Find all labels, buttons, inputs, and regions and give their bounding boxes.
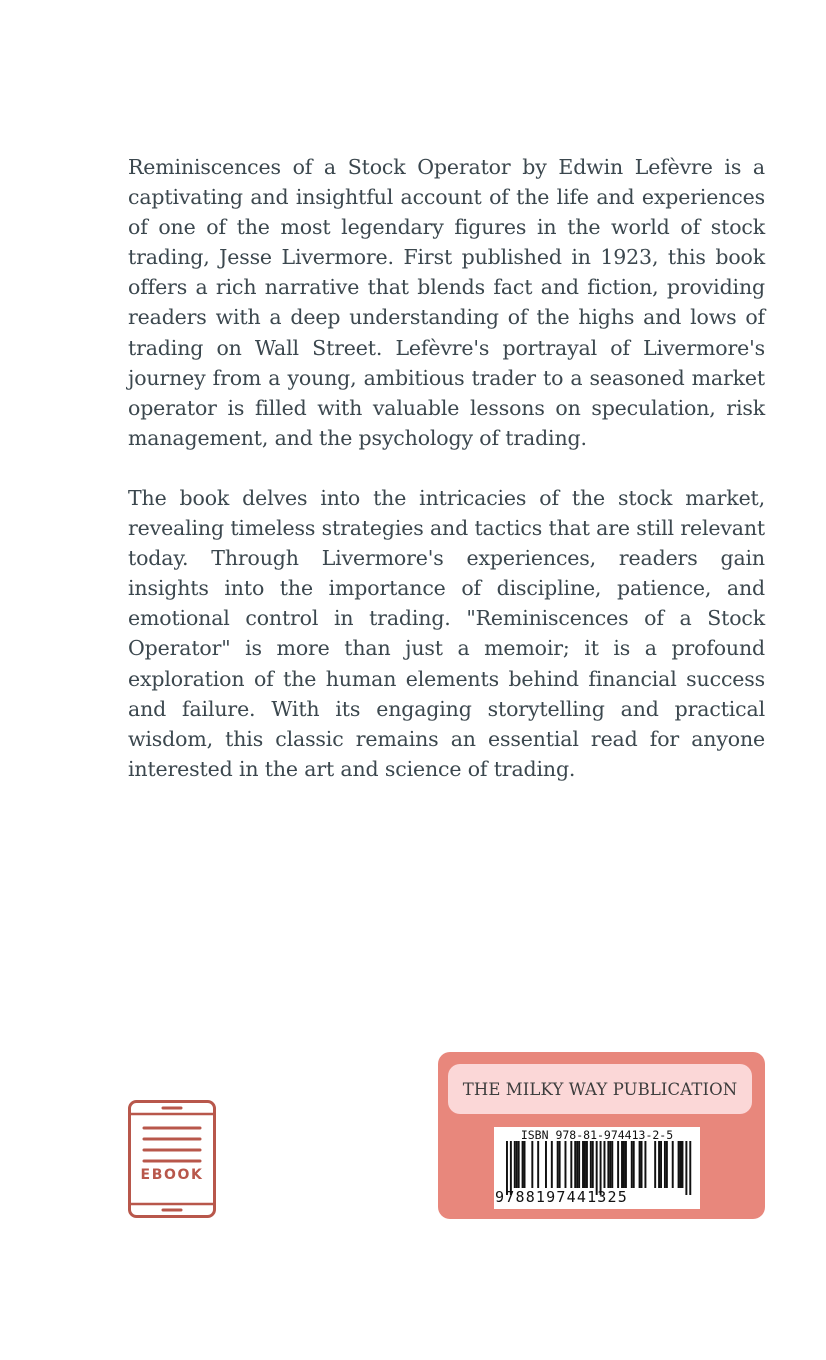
barcode-bar xyxy=(586,1141,588,1188)
isbn-barcode xyxy=(494,1127,700,1209)
barcode-bar xyxy=(557,1141,559,1188)
barcode-bar xyxy=(565,1141,567,1188)
barcode-bar xyxy=(678,1141,680,1188)
barcode-bar xyxy=(592,1141,594,1188)
barcode-bar xyxy=(666,1141,668,1188)
barcode-bar xyxy=(545,1141,547,1188)
barcode-bar xyxy=(654,1141,656,1188)
barcode-bar xyxy=(518,1141,520,1188)
barcode-bar xyxy=(685,1141,687,1195)
barcode-bar xyxy=(510,1141,512,1195)
barcode-bar xyxy=(516,1141,518,1188)
barcode-bar xyxy=(689,1141,691,1195)
barcode-bar xyxy=(551,1141,553,1188)
publisher-name: THE MILKY WAY PUBLICATION xyxy=(448,1064,752,1114)
barcode-bar xyxy=(582,1141,584,1188)
barcode-bar xyxy=(611,1141,613,1188)
barcode-bar xyxy=(576,1141,578,1188)
isbn-label: ISBN 978-81-974413-2-5 xyxy=(520,1128,674,1142)
description-paragraph-1: Reminiscences of a Stock Operator by Edwin Lefèvre is a captivating and insightful account of the life and experiences of one of the most legendary figures in the world of stock trading, Jesse Livermore. First published in 1923, this book offers a rich narrative that blends fact and fiction, providing readers with a deep understanding of the highs and lows of trading on Wall Street. Lefèvre's portrayal of Livermore's journey from a young, ambitious trader to a seasoned market operator is filled with valuable lessons on speculation, risk management, and the psychology of trading. xyxy=(128,155,765,450)
barcode-bar xyxy=(578,1141,580,1188)
barcode-bar xyxy=(559,1141,561,1188)
barcode-bar xyxy=(682,1141,684,1188)
barcode-bar xyxy=(522,1141,524,1188)
barcode-digits: 9788197441325 xyxy=(495,1188,628,1206)
barcode-bar xyxy=(623,1141,625,1188)
tablet-icon xyxy=(128,1100,216,1218)
back-cover-description xyxy=(128,152,765,784)
barcode-bar xyxy=(607,1141,609,1188)
publisher-box xyxy=(438,1052,765,1219)
barcode-bar xyxy=(609,1141,611,1188)
barcode-bar xyxy=(531,1141,533,1188)
description-paragraph-2: The book delves into the intricacies of the stock market, revealing timeless strategies and tactics that are still relevant today. Through Livermore's experiences, readers gain insights into the importance of discipline, patience, and emotional control in trading. "Reminiscences of a Stock Operator" is more than just a memoir; it is a profound exploration of the human elements behind financial success and failure. With its engaging storytelling and practical wisdom, this classic remains an essential read for anyone interested in the art and science of trading. xyxy=(128,485,765,781)
barcode-bar xyxy=(639,1141,641,1188)
barcode-bar xyxy=(514,1141,516,1188)
barcode-bar xyxy=(660,1141,662,1188)
barcode-bar xyxy=(574,1141,576,1188)
barcode-bar xyxy=(633,1141,635,1188)
barcode-bar xyxy=(524,1141,526,1188)
barcode-bar xyxy=(621,1141,623,1188)
barcode-bar xyxy=(584,1141,586,1188)
barcode-bar xyxy=(631,1141,633,1188)
barcode-bar xyxy=(590,1141,592,1188)
barcode-bar xyxy=(600,1141,602,1195)
barcode-bar xyxy=(625,1141,627,1188)
barcode-bar xyxy=(506,1141,508,1195)
ebook-badge xyxy=(128,1100,216,1218)
barcode-bar xyxy=(570,1141,572,1188)
barcode-bar xyxy=(537,1141,539,1188)
barcode-bar xyxy=(644,1141,646,1188)
barcode-bar xyxy=(672,1141,674,1188)
barcode-bar xyxy=(617,1141,619,1188)
barcode-bar xyxy=(658,1141,660,1188)
barcode-bar xyxy=(664,1141,666,1188)
barcode-bar xyxy=(596,1141,598,1195)
barcode-bar xyxy=(641,1141,643,1188)
ebook-label: EBOOK xyxy=(140,1167,204,1183)
barcode-bar xyxy=(680,1141,682,1188)
barcode-bar xyxy=(604,1141,606,1188)
